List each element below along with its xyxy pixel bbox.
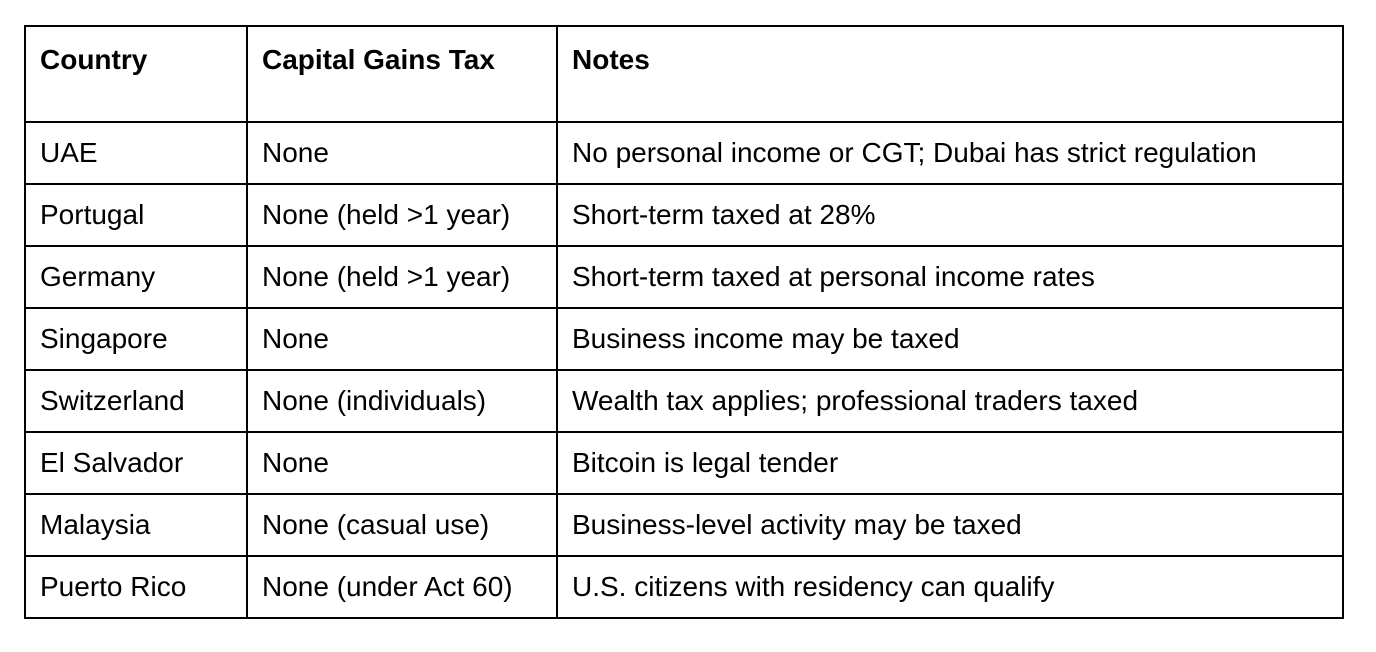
table-row (25, 494, 1343, 556)
cell-notes: Wealth tax applies; professional traders taxed (557, 370, 1343, 432)
cell-capital-gains-tax: None (247, 122, 557, 184)
header-notes: Notes (557, 26, 1343, 122)
cell-capital-gains-tax: None (247, 308, 557, 370)
cell-country: UAE (25, 122, 247, 184)
cell-notes: Business-level activity may be taxed (557, 494, 1343, 556)
table-row (25, 246, 1343, 308)
table-row (25, 370, 1343, 432)
cell-capital-gains-tax: None (247, 432, 557, 494)
cell-notes: No personal income or CGT; Dubai has strict regulation (557, 122, 1343, 184)
cell-capital-gains-tax: None (under Act 60) (247, 556, 557, 618)
cell-country: Singapore (25, 308, 247, 370)
cell-country: Germany (25, 246, 247, 308)
table-row (25, 432, 1343, 494)
cell-notes: U.S. citizens with residency can qualify (557, 556, 1343, 618)
header-capital-gains-tax: Capital Gains Tax (247, 26, 557, 122)
table-row (25, 184, 1343, 246)
cell-notes: Bitcoin is legal tender (557, 432, 1343, 494)
cell-country: Puerto Rico (25, 556, 247, 618)
header-row (25, 26, 1343, 122)
cell-capital-gains-tax: None (casual use) (247, 494, 557, 556)
cell-notes: Short-term taxed at personal income rates (557, 246, 1343, 308)
cell-capital-gains-tax: None (individuals) (247, 370, 557, 432)
table-row (25, 556, 1343, 618)
table-row (25, 308, 1343, 370)
table-row (25, 122, 1343, 184)
cell-country: Portugal (25, 184, 247, 246)
cell-capital-gains-tax: None (held >1 year) (247, 184, 557, 246)
cell-notes: Short-term taxed at 28% (557, 184, 1343, 246)
cell-country: Switzerland (25, 370, 247, 432)
cell-country: Malaysia (25, 494, 247, 556)
tax-table (24, 25, 1344, 619)
cell-country: El Salvador (25, 432, 247, 494)
cell-notes: Business income may be taxed (557, 308, 1343, 370)
header-country: Country (25, 26, 247, 122)
cell-capital-gains-tax: None (held >1 year) (247, 246, 557, 308)
